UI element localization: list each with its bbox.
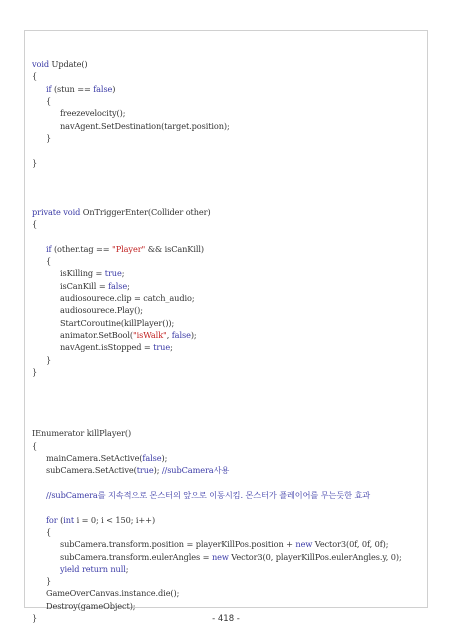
code-token: { [46, 95, 52, 106]
code-token: isKilling = [60, 268, 105, 279]
code-line [32, 390, 422, 402]
code-line-content [60, 317, 174, 329]
code-line-content [60, 267, 124, 279]
code-token: true [153, 342, 171, 353]
code-line [32, 317, 422, 329]
code-line [32, 58, 422, 70]
code-line-content [46, 464, 229, 476]
code-token: mainCamera.SetActive( [46, 453, 143, 463]
code-line [32, 563, 422, 575]
code-line [32, 243, 422, 255]
code-token: OnTriggerEnter(Collider other) [82, 206, 211, 217]
code-line-content [60, 538, 388, 550]
code-line [32, 132, 422, 144]
code-line [32, 218, 422, 230]
code-token: freezevelocity(); [60, 108, 126, 119]
code-line [32, 304, 422, 316]
code-line-content [32, 440, 37, 452]
code-token: null [110, 563, 126, 574]
code-token: private [32, 206, 64, 217]
code-line-content [46, 452, 167, 464]
code-line [32, 292, 422, 304]
code-token: } [32, 613, 38, 624]
code-token: "isWalk" [133, 329, 167, 340]
code-line [32, 587, 422, 599]
code-token: true [104, 268, 122, 279]
code-line-content [60, 120, 230, 132]
code-token: if [46, 243, 54, 254]
code-token: IEnumerator killPlayer() [32, 428, 132, 439]
code-line [32, 464, 422, 476]
code-line-content [60, 304, 143, 316]
code-token: { [32, 219, 38, 230]
code-token: navAgent.isStopped = [60, 342, 154, 353]
code-line [32, 514, 422, 526]
code-token: StartCoroutine(killPlayer()); [60, 317, 175, 328]
code-token: if [46, 83, 54, 94]
code-block [32, 58, 422, 624]
code-line-content [32, 218, 37, 230]
code-line [32, 120, 422, 132]
code-line [32, 526, 422, 538]
code-line-content [60, 329, 197, 341]
code-token: } [32, 157, 38, 168]
code-token: subCamera.transform.eulerAngles = [60, 551, 212, 562]
code-token: audiosourece.clip = catch_audio; [60, 292, 195, 303]
code-token: ); [153, 465, 162, 476]
code-token: yield [60, 563, 82, 574]
code-line-content [60, 107, 125, 119]
code-token: ); [161, 453, 168, 463]
code-token: ; [121, 268, 125, 279]
code-line-content [46, 95, 51, 107]
code-line-content [46, 243, 204, 255]
code-token: Vector3(0f, 0f, 0f); [314, 539, 389, 550]
code-line [32, 193, 422, 205]
code-token: (other.tag == [53, 243, 113, 254]
code-token: for [46, 514, 61, 525]
code-line-content [32, 157, 37, 169]
code-token: new [211, 551, 232, 562]
code-line [32, 341, 422, 353]
code-line [32, 477, 422, 489]
code-line [32, 452, 422, 464]
code-token: subCamera.transform.position = playerKillPos.position + [60, 539, 296, 550]
code-token: } [46, 132, 52, 143]
code-line-content [60, 280, 130, 292]
code-line-content [46, 514, 155, 526]
code-line-content [46, 255, 51, 267]
code-token: } [32, 366, 38, 377]
code-token: ); [190, 329, 197, 340]
code-token: i = 0; i < 150; i++) [76, 514, 156, 525]
code-line [32, 169, 422, 181]
code-line-content [60, 551, 402, 563]
code-token: false [108, 280, 128, 291]
code-line [32, 427, 422, 439]
code-token: //subCamera사용 [161, 465, 230, 476]
code-line [32, 267, 422, 279]
code-line [32, 551, 422, 563]
code-token: GameOverCanvas.instance.die(); [46, 588, 180, 599]
code-line [32, 600, 422, 612]
code-line-content [32, 427, 131, 439]
code-line-content [60, 292, 194, 304]
code-line [32, 329, 422, 341]
code-token: isCanKill = [60, 280, 109, 291]
code-line [32, 354, 422, 366]
code-token: false [171, 329, 191, 340]
code-line-content [46, 83, 115, 95]
code-line-content [46, 587, 179, 599]
code-token: && isCanKill) [145, 243, 204, 254]
code-line [32, 489, 422, 501]
code-line-content [60, 563, 128, 575]
code-token: void [63, 206, 83, 217]
code-line [32, 501, 422, 513]
code-line-content [46, 489, 370, 501]
code-token: (stun == [53, 83, 94, 94]
code-token: return [81, 563, 111, 574]
code-token: true [136, 465, 154, 476]
code-line [32, 575, 422, 587]
code-line [32, 440, 422, 452]
code-line-content [46, 600, 135, 612]
code-token: ( [60, 514, 64, 525]
code-token: { [46, 256, 52, 266]
code-token: , [166, 329, 172, 340]
code-line-content [60, 341, 173, 353]
code-line [32, 70, 422, 82]
code-line [32, 181, 422, 193]
code-token: animator.SetBool( [60, 329, 133, 340]
code-token: Update() [51, 59, 88, 69]
code-token: ; [170, 342, 173, 353]
code-token: //subCamera를 지속적으로 몬스터의 앞으로 이동시킴. 몬스터가 플레이어를 무는듯한 효과 [46, 489, 371, 500]
code-token: false [142, 453, 162, 463]
code-line [32, 415, 422, 427]
code-token: ) [112, 83, 116, 94]
code-token: } [46, 354, 52, 365]
code-token: int [63, 514, 77, 525]
code-token: new [295, 539, 315, 550]
code-token: false [93, 83, 113, 94]
code-line-content [46, 354, 51, 366]
code-token: { [32, 440, 38, 451]
code-line-content [32, 206, 211, 218]
code-line [32, 538, 422, 550]
code-token: void [32, 59, 52, 69]
code-token: ; [127, 280, 130, 291]
code-line [32, 280, 422, 292]
code-token: audiosourece.Play(); [60, 305, 143, 316]
code-line [32, 144, 422, 156]
code-line [32, 230, 422, 242]
code-line [32, 255, 422, 267]
code-line-content [32, 58, 88, 70]
code-line [32, 83, 422, 95]
code-line-content [46, 575, 51, 587]
code-line [32, 157, 422, 169]
code-token: { [46, 526, 52, 537]
code-token: ; [125, 563, 129, 574]
code-line-content [46, 526, 51, 538]
page-number: - 418 - [212, 614, 240, 624]
code-line [32, 378, 422, 390]
code-token: Vector3(0, playerKillPos.eulerAngles.y, 0); [231, 551, 402, 562]
code-token: { [32, 71, 38, 82]
code-token: Destroy(gameObject); [46, 600, 136, 611]
code-line [32, 366, 422, 378]
code-token: "Player" [112, 243, 146, 254]
code-line [32, 107, 422, 119]
code-line [32, 403, 422, 415]
code-line-content [46, 132, 51, 144]
code-line-content [32, 366, 37, 378]
code-token: } [46, 576, 52, 587]
code-line-content [32, 70, 37, 82]
code-token: navAgent.SetDestination(target.position); [60, 120, 230, 131]
code-line [32, 95, 422, 107]
code-token: subCamera.SetActive( [46, 465, 137, 476]
code-line [32, 206, 422, 218]
